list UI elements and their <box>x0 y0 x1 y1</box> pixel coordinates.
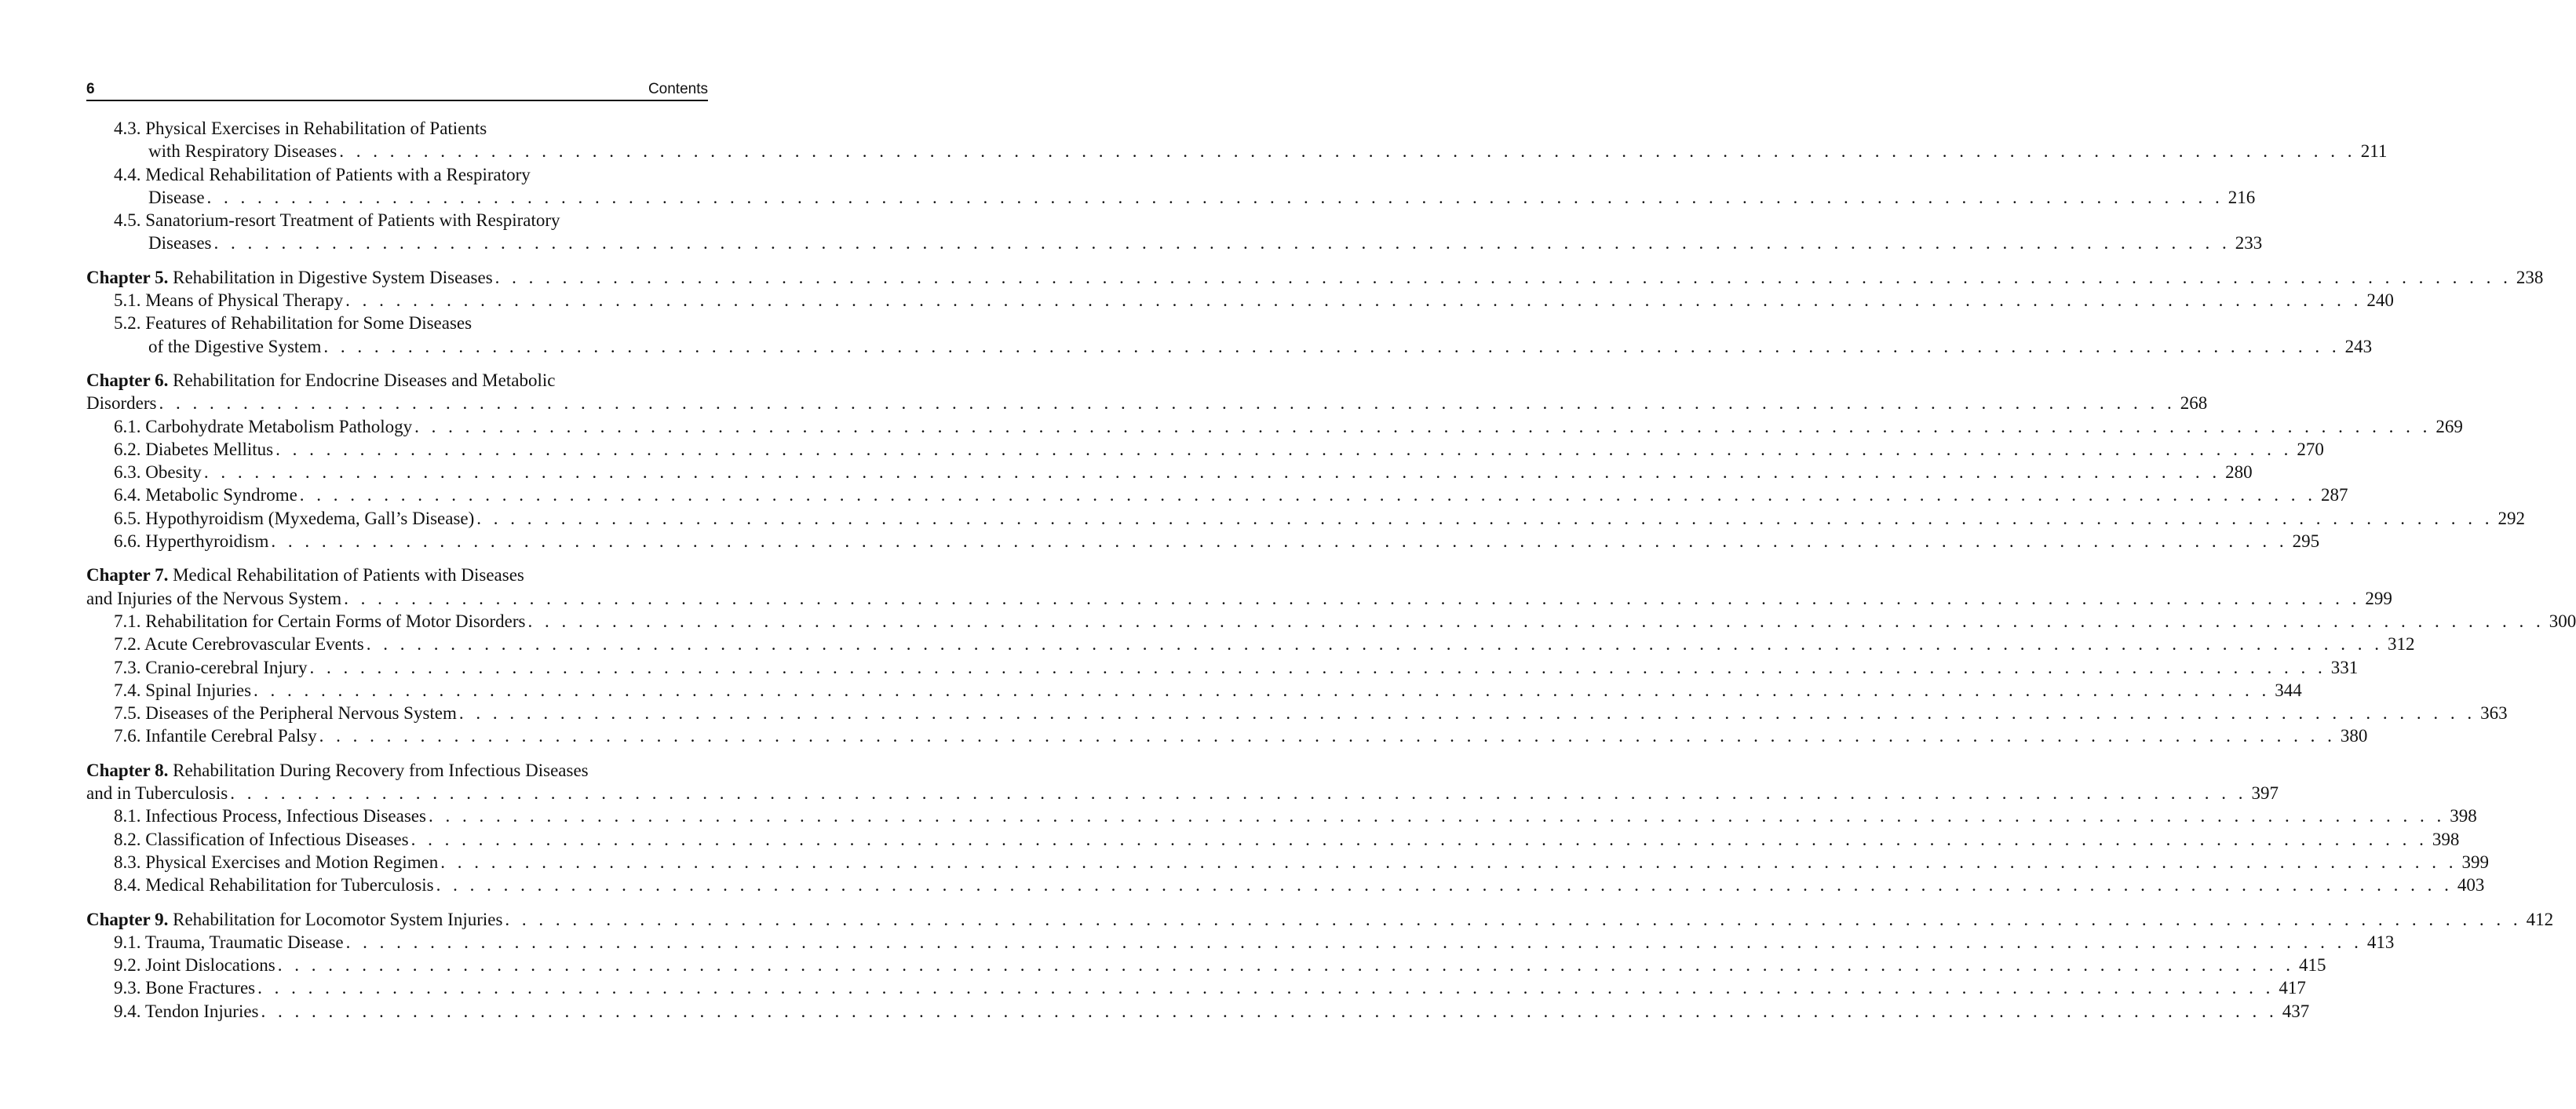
toc-entry <box>86 610 2576 633</box>
toc-entry <box>86 117 708 140</box>
toc-entry <box>86 438 2324 461</box>
toc-entry-text: 8.4. Medical Rehabilitation for Tuberculosis <box>114 875 434 896</box>
toc-page-number: 412 <box>2526 909 2554 929</box>
toc-entry-text: Rehabilitation During Recovery from Infectious Diseases <box>168 760 589 780</box>
dot-leader: . . . . . . . . . . . . . . . . . . . . . . . . . . . . . . . . . . . . . . . . . . . . . . . . . . . . . . . . . . . . . . . . . . . . . . . . . . . . . . . . . . . . . . . . . . . . . . . . . . . . . . . . . . . . . . . . . . . . . . . . <box>309 657 2326 677</box>
toc-page-number: 380 <box>2340 726 2368 746</box>
dot-leader: . . . . . . . . . . . . . . . . . . . . . . . . . . . . . . . . . . . . . . . . . . . . . . . . . . . . . . . . . . . . . . . . . . . . . . . . . . . . . . . . . . . . . . . . . . . . . . . . . . . . . . . . . . . . . . . . . . . . . . . . <box>414 416 2432 436</box>
toc-page-number: 292 <box>2498 508 2526 528</box>
dot-leader: . . . . . . . . . . . . . . . . . . . . . . . . . . . . . . . . . . . . . . . . . . . . . . . . . . . . . . . . . . . . . . . . . . . . . . . . . . . . . . . . . . . . . . . . . . . . . . . . . . . . . . . . . . . . . . . . . . . . . . . . <box>275 439 2293 459</box>
header-rule <box>86 100 708 101</box>
toc-entry-title <box>114 610 525 633</box>
toc-entry-title <box>114 633 364 655</box>
toc-entry-text: 6.5. Hypothyroidism (Myxedema, Gall’s Disease) <box>114 508 475 528</box>
dot-leader: . . . . . . . . . . . . . . . . . . . . . . . . . . . . . . . . . . . . . . . . . . . . . . . . . . . . . . . . . . . . . . . . . . . . . . . . . . . . . . . . . . . . . . . . . . . . . . . . . . . . . . . . . . . . . . . . . . . . . . . . <box>323 336 2341 356</box>
toc-page-number: 398 <box>2432 829 2460 849</box>
toc-entry <box>86 656 2359 679</box>
chapter-label: Chapter 5. <box>86 267 169 287</box>
toc-page-number: 331 <box>2330 657 2359 677</box>
running-title: Contents <box>648 81 708 97</box>
dot-leader: . . . . . . . . . . . . . . . . . . . . . . . . . . . . . . . . . . . . . . . . . . . . . . . . . . . . . . . . . . . . . . . . . . . . . . . . . . . . . . . . . . . . . . . . . . . . . . . . . . . . . . . . . . . . . . . . . . . . . . . . <box>494 267 2512 287</box>
toc-entry-title <box>86 782 228 804</box>
toc-entry-text: 4.4. Medical Rehabilitation of Patients with a Respiratory <box>114 164 531 184</box>
toc-entry-title <box>114 976 255 999</box>
toc-entry-text: 6.6. Hyperthyroidism <box>114 531 269 552</box>
toc-chapter-continuation <box>86 782 2279 804</box>
toc-entry-text: Medical Rehabilitation of Patients with Diseases <box>168 565 524 586</box>
toc-entry-text: 6.3. Obesity <box>114 462 202 483</box>
toc-entry-title <box>114 804 426 827</box>
toc-entry-text: with Respiratory Diseases <box>148 141 338 162</box>
toc-page-number: 417 <box>2279 978 2306 998</box>
table-of-contents <box>86 117 2576 1023</box>
toc-entry-title <box>148 232 211 254</box>
dot-leader: . . . . . . . . . . . . . . . . . . . . . . . . . . . . . . . . . . . . . . . . . . . . . . . . . . . . . . . . . . . . . . . . . . . . . . . . . . . . . . . . . . . . . . . . . . . . . . . . . . . . . . . . . . . . . . . . . . . . . . . . <box>345 290 2363 311</box>
group-gap <box>86 553 708 564</box>
dot-leader: . . . . . . . . . . . . . . . . . . . . . . . . . . . . . . . . . . . . . . . . . . . . . . . . . . . . . . . . . . . . . . . . . . . . . . . . . . . . . . . . . . . . . . . . . . . . . . . . . . . . . . . . . . . . . . . . . . . . . . . . <box>410 829 2428 849</box>
toc-entry-text: 8.2. Classification of Infectious Diseases <box>114 829 409 849</box>
toc-page-number: 233 <box>2235 233 2263 254</box>
dot-leader: . . . . . . . . . . . . . . . . . . . . . . . . . . . . . . . . . . . . . . . . . . . . . . . . . . . . . . . . . . . . . . . . . . . . . . . . . . . . . . . . . . . . . . . . . . . . . . . . . . . . . . . . . . . . . . . . . . . . . . . . <box>344 588 2361 608</box>
toc-page-number: 299 <box>2365 588 2392 608</box>
toc-entry-title <box>114 954 275 976</box>
toc-entry-text: 8.1. Infectious Process, Infectious Diseases <box>114 806 426 826</box>
toc-entry-title <box>114 289 343 312</box>
toc-entry-text: 9.1. Trauma, Traumatic Disease <box>114 932 344 952</box>
toc-entry-title <box>114 415 412 438</box>
toc-page-number: 300 <box>2549 611 2576 631</box>
dot-leader: . . . . . . . . . . . . . . . . . . . . . . . . . . . . . . . . . . . . . . . . . . . . . . . . . . . . . . . . . . . . . . . . . . . . . . . . . . . . . . . . . . . . . . . . . . . . . . . . . . . . . . . . . . . . . . . . . . . . . . . . <box>458 703 2476 724</box>
toc-entry-title <box>86 759 589 782</box>
toc-page-number: 268 <box>2180 393 2208 414</box>
dot-leader: . . . . . . . . . . . . . . . . . . . . . . . . . . . . . . . . . . . . . . . . . . . . . . . . . . . . . . . . . . . . . . . . . . . . . . . . . . . . . . . . . . . . . . . . . . . . . . . . . . . . . . . . . . . . . . . . . . . . . . . . <box>527 611 2545 631</box>
toc-page-number: 238 <box>2516 267 2544 287</box>
toc-entry <box>86 289 2394 312</box>
toc-entry <box>86 507 2526 530</box>
toc-entry-title <box>86 369 555 392</box>
toc-entry-text: 9.3. Bone Fractures <box>114 978 256 998</box>
toc-entry-text: and Injuries of the Nervous System <box>86 588 342 608</box>
dot-leader: . . . . . . . . . . . . . . . . . . . . . . . . . . . . . . . . . . . . . . . . . . . . . . . . . . . . . . . . . . . . . . . . . . . . . . . . . . . . . . . . . . . . . . . . . . . . . . . . . . . . . . . . . . . . . . . . . . . . . . . . <box>339 141 2356 162</box>
toc-entry-title <box>114 1000 259 1023</box>
dot-leader: . . . . . . . . . . . . . . . . . . . . . . . . . . . . . . . . . . . . . . . . . . . . . . . . . . . . . . . . . . . . . . . . . . . . . . . . . . . . . . . . . . . . . . . . . . . . . . . . . . . . . . . . . . . . . . . . . . . . . . . . <box>366 634 2383 655</box>
dot-leader: . . . . . . . . . . . . . . . . . . . . . . . . . . . . . . . . . . . . . . . . . . . . . . . . . . . . . . . . . . . . . . . . . . . . . . . . . . . . . . . . . . . . . . . . . . . . . . . . . . . . . . . . . . . . . . . . . . . . . . . . <box>345 932 2363 952</box>
toc-entry-title <box>114 209 560 232</box>
chapter-label: Chapter 9. <box>86 909 169 929</box>
dot-leader: . . . . . . . . . . . . . . . . . . . . . . . . . . . . . . . . . . . . . . . . . . . . . . . . . . . . . . . . . . . . . . . . . . . . . . . . . . . . . . . . . . . . . . . . . . . . . . . . . . . . . . . . . . . . . . . . . . . . . . . . <box>271 531 2288 552</box>
toc-entry-title <box>114 483 297 506</box>
group-gap <box>86 255 708 266</box>
toc-page-number: 211 <box>2360 141 2388 162</box>
group-gap <box>86 358 708 369</box>
toc-entry-text: 7.6. Infantile Cerebral Palsy <box>114 726 317 746</box>
toc-entry-text: 8.3. Physical Exercises and Motion Regimen <box>114 852 439 872</box>
toc-entry-title <box>114 163 531 186</box>
toc-entry-title <box>86 564 524 586</box>
toc-entry-title <box>86 392 156 414</box>
toc-entry-title <box>114 312 472 334</box>
chapter-label: Chapter 8. <box>86 760 169 780</box>
toc-entry <box>86 633 2415 655</box>
toc-page-number: 295 <box>2292 531 2320 552</box>
toc-entry-text: 7.1. Rehabilitation for Certain Forms of Motor Disorders <box>114 611 526 631</box>
toc-entry-title <box>114 702 457 724</box>
toc-entry <box>86 186 2256 209</box>
toc-chapter-continuation <box>86 392 2208 414</box>
toc-page-number: 363 <box>2480 703 2508 724</box>
group-gap <box>86 748 708 759</box>
toc-entry-text: 7.5. Diseases of the Peripheral Nervous System <box>114 703 457 724</box>
toc-entry-text: Disorders <box>86 393 157 414</box>
toc-page-number: 415 <box>2298 955 2326 976</box>
toc-entry-text: Diseases <box>148 233 212 254</box>
toc-page-number: 270 <box>2297 439 2324 459</box>
toc-entry <box>86 931 2395 954</box>
toc-entry-text: 4.3. Physical Exercises in Rehabilitation of Patients <box>114 119 487 138</box>
toc-entry-title <box>114 530 268 553</box>
toc-entry-title <box>114 438 273 461</box>
toc-entry-text: 7.4. Spinal Injuries <box>114 680 252 700</box>
toc-page-number: 397 <box>2251 783 2279 804</box>
toc-entry <box>86 209 708 232</box>
toc-entry <box>86 976 2306 999</box>
toc-page-number: 413 <box>2366 932 2395 952</box>
toc-entry <box>86 804 2477 827</box>
dot-leader: . . . . . . . . . . . . . . . . . . . . . . . . . . . . . . . . . . . . . . . . . . . . . . . . . . . . . . . . . . . . . . . . . . . . . . . . . . . . . . . . . . . . . . . . . . . . . . . . . . . . . . . . . . . . . . . . . . . . . . . . <box>319 726 2336 746</box>
toc-entry <box>86 679 2302 702</box>
toc-entry <box>86 828 2460 851</box>
toc-page-number: 344 <box>2275 680 2302 700</box>
toc-chapter-line <box>86 908 2554 931</box>
page-number: 6 <box>86 81 95 97</box>
toc-entry <box>86 163 708 186</box>
toc-entry-title <box>114 117 487 140</box>
toc-entry-title <box>114 724 317 747</box>
toc-entry-title <box>86 587 341 610</box>
toc-entry <box>86 461 2253 483</box>
toc-page-number: 287 <box>2321 485 2348 505</box>
toc-entry-title <box>114 874 434 896</box>
group-gap <box>86 897 708 908</box>
toc-entry <box>86 483 2348 506</box>
dot-leader: . . . . . . . . . . . . . . . . . . . . . . . . . . . . . . . . . . . . . . . . . . . . . . . . . . . . . . . . . . . . . . . . . . . . . . . . . . . . . . . . . . . . . . . . . . . . . . . . . . . . . . . . . . . . . . . . . . . . . . . . <box>261 1001 2278 1021</box>
toc-page-number: 399 <box>2461 852 2490 872</box>
toc-entry-text: of the Digestive System <box>148 336 322 356</box>
toc-entry <box>86 702 2508 724</box>
dot-leader: . . . . . . . . . . . . . . . . . . . . . . . . . . . . . . . . . . . . . . . . . . . . . . . . . . . . . . . . . . . . . . . . . . . . . . . . . . . . . . . . . . . . . . . . . . . . . . . . . . . . . . . . . . . . . . . . . . . . . . . . <box>254 680 2271 700</box>
toc-entry <box>86 724 2368 747</box>
toc-chapter-line <box>86 759 708 782</box>
toc-entry-title <box>86 266 493 289</box>
dot-leader: . . . . . . . . . . . . . . . . . . . . . . . . . . . . . . . . . . . . . . . . . . . . . . . . . . . . . . . . . . . . . . . . . . . . . . . . . . . . . . . . . . . . . . . . . . . . . . . . . . . . . . . . . . . . . . . . . . . . . . . . <box>476 508 2494 528</box>
toc-entry-title <box>114 828 409 851</box>
toc-entry-title <box>114 851 438 874</box>
toc-chapter-continuation <box>86 587 2392 610</box>
toc-entry-title <box>114 656 308 679</box>
toc-entry-title <box>148 186 205 209</box>
dot-leader: . . . . . . . . . . . . . . . . . . . . . . . . . . . . . . . . . . . . . . . . . . . . . . . . . . . . . . . . . . . . . . . . . . . . . . . . . . . . . . . . . . . . . . . . . . . . . . . . . . . . . . . . . . . . . . . . . . . . . . . . <box>505 909 2522 929</box>
toc-entry-text: 9.2. Joint Dislocations <box>114 955 275 976</box>
toc-entry-text: 6.4. Metabolic Syndrome <box>114 485 297 505</box>
toc-entry-text: Disease <box>148 187 205 207</box>
toc-entry-text: 6.1. Carbohydrate Metabolism Pathology <box>114 416 413 436</box>
toc-entry <box>86 335 2373 358</box>
toc-entry-title <box>114 931 344 954</box>
toc-entry-text: 7.3. Cranio-cerebral Injury <box>114 657 308 677</box>
toc-entry-text: 7.2. Acute Cerebrovascular Events <box>114 634 364 655</box>
toc-entry-title <box>114 507 474 530</box>
toc-entry-text: 5.1. Means of Physical Therapy <box>114 290 344 311</box>
running-header <box>86 76 708 98</box>
toc-page-number: 216 <box>2228 187 2256 207</box>
toc-entry-text: Rehabilitation for Endocrine Diseases and Metabolic <box>168 370 556 390</box>
toc-entry-text: and in Tuberculosis <box>86 783 228 804</box>
toc-entry <box>86 530 2320 553</box>
dot-leader: . . . . . . . . . . . . . . . . . . . . . . . . . . . . . . . . . . . . . . . . . . . . . . . . . . . . . . . . . . . . . . . . . . . . . . . . . . . . . . . . . . . . . . . . . . . . . . . . . . . . . . . . . . . . . . . . . . . . . . . . <box>159 393 2176 414</box>
dot-leader: . . . . . . . . . . . . . . . . . . . . . . . . . . . . . . . . . . . . . . . . . . . . . . . . . . . . . . . . . . . . . . . . . . . . . . . . . . . . . . . . . . . . . . . . . . . . . . . . . . . . . . . . . . . . . . . . . . . . . . . . <box>203 462 2221 483</box>
toc-entry-text: 4.5. Sanatorium-resort Treatment of Patients with Respiratory <box>114 210 560 231</box>
toc-entry-title <box>86 908 502 931</box>
toc-entry <box>86 415 2463 438</box>
toc-entry <box>86 851 2490 874</box>
dot-leader: . . . . . . . . . . . . . . . . . . . . . . . . . . . . . . . . . . . . . . . . . . . . . . . . . . . . . . . . . . . . . . . . . . . . . . . . . . . . . . . . . . . . . . . . . . . . . . . . . . . . . . . . . . . . . . . . . . . . . . . . <box>206 187 2224 207</box>
dot-leader: . . . . . . . . . . . . . . . . . . . . . . . . . . . . . . . . . . . . . . . . . . . . . . . . . . . . . . . . . . . . . . . . . . . . . . . . . . . . . . . . . . . . . . . . . . . . . . . . . . . . . . . . . . . . . . . . . . . . . . . . <box>213 233 2231 254</box>
toc-page-number: 398 <box>2450 806 2477 826</box>
toc-entry-title <box>114 461 202 483</box>
toc-entry <box>86 1000 2310 1023</box>
toc-entry <box>86 232 2263 254</box>
toc-entry <box>86 954 2326 976</box>
dot-leader: . . . . . . . . . . . . . . . . . . . . . . . . . . . . . . . . . . . . . . . . . . . . . . . . . . . . . . . . . . . . . . . . . . . . . . . . . . . . . . . . . . . . . . . . . . . . . . . . . . . . . . . . . . . . . . . . . . . . . . . . <box>230 783 2247 804</box>
dot-leader: . . . . . . . . . . . . . . . . . . . . . . . . . . . . . . . . . . . . . . . . . . . . . . . . . . . . . . . . . . . . . . . . . . . . . . . . . . . . . . . . . . . . . . . . . . . . . . . . . . . . . . . . . . . . . . . . . . . . . . . . <box>277 955 2294 976</box>
toc-page-number: 269 <box>2436 416 2463 436</box>
toc-chapter-line <box>86 369 708 392</box>
toc-page-number: 312 <box>2387 634 2415 655</box>
toc-entry-title <box>114 679 251 702</box>
toc-chapter-line <box>86 564 708 586</box>
toc-entry <box>86 874 2485 896</box>
chapter-label: Chapter 7. <box>86 565 169 586</box>
toc-entry-text: 6.2. Diabetes Mellitus <box>114 439 274 459</box>
toc-entry <box>86 140 2388 162</box>
dot-leader: . . . . . . . . . . . . . . . . . . . . . . . . . . . . . . . . . . . . . . . . . . . . . . . . . . . . . . . . . . . . . . . . . . . . . . . . . . . . . . . . . . . . . . . . . . . . . . . . . . . . . . . . . . . . . . . . . . . . . . . . <box>428 806 2446 826</box>
toc-page-number: 437 <box>2282 1001 2310 1021</box>
dot-leader: . . . . . . . . . . . . . . . . . . . . . . . . . . . . . . . . . . . . . . . . . . . . . . . . . . . . . . . . . . . . . . . . . . . . . . . . . . . . . . . . . . . . . . . . . . . . . . . . . . . . . . . . . . . . . . . . . . . . . . . . <box>257 978 2275 998</box>
dot-leader: . . . . . . . . . . . . . . . . . . . . . . . . . . . . . . . . . . . . . . . . . . . . . . . . . . . . . . . . . . . . . . . . . . . . . . . . . . . . . . . . . . . . . . . . . . . . . . . . . . . . . . . . . . . . . . . . . . . . . . . . <box>436 875 2453 896</box>
toc-page-number: 240 <box>2366 290 2394 311</box>
toc-entry-title <box>148 140 337 162</box>
toc-chapter-line <box>86 266 2544 289</box>
toc-page-number: 403 <box>2457 875 2485 896</box>
toc-page-number: 243 <box>2344 336 2373 356</box>
toc-entry-text: Rehabilitation for Locomotor System Injuries <box>168 909 503 929</box>
toc-entry-text: Rehabilitation in Digestive System Diseases <box>168 267 493 287</box>
toc-page-number: 280 <box>2225 462 2253 483</box>
toc-entry-text: 9.4. Tendon Injuries <box>114 1001 259 1021</box>
toc-entry-text: 5.2. Features of Rehabilitation for Some Diseases <box>114 313 473 334</box>
toc-entry-title <box>148 335 321 358</box>
dot-leader: . . . . . . . . . . . . . . . . . . . . . . . . . . . . . . . . . . . . . . . . . . . . . . . . . . . . . . . . . . . . . . . . . . . . . . . . . . . . . . . . . . . . . . . . . . . . . . . . . . . . . . . . . . . . . . . . . . . . . . . . <box>440 852 2457 872</box>
toc-entry <box>86 312 708 334</box>
chapter-label: Chapter 6. <box>86 370 169 390</box>
dot-leader: . . . . . . . . . . . . . . . . . . . . . . . . . . . . . . . . . . . . . . . . . . . . . . . . . . . . . . . . . . . . . . . . . . . . . . . . . . . . . . . . . . . . . . . . . . . . . . . . . . . . . . . . . . . . . . . . . . . . . . . . <box>299 485 2317 505</box>
